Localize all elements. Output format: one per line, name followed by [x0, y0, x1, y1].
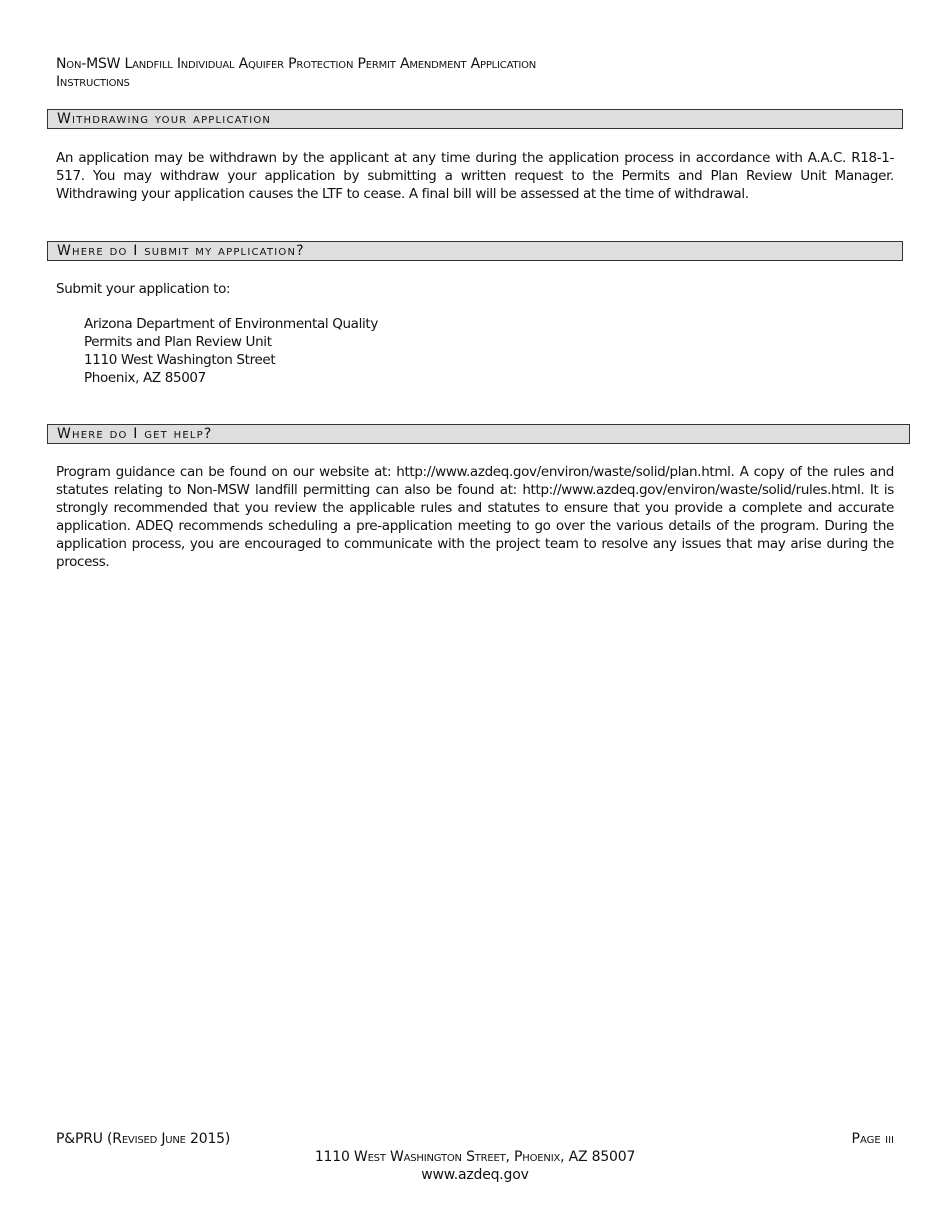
document-subtitle: Instructions	[56, 74, 130, 90]
withdrawing-paragraph: An application may be withdrawn by the applicant at any time during the application process in accordance with A.A.C. R18-1-517. You may withdraw your application by submitting a written request to the Permits and Plan Review Unit Manager. Withdrawing your application causes the LTF to cease. A final bill will be assessed at the time of withdrawal.	[56, 150, 894, 202]
document-header	[56, 55, 536, 91]
address-line: 1110 West Washington Street	[84, 352, 276, 368]
footer-website[interactable]: www.azdeq.gov	[421, 1167, 529, 1183]
section-heading-help	[47, 424, 910, 444]
address-line: Arizona Department of Environmental Quality	[84, 316, 378, 332]
address-line: Phoenix, AZ 85007	[84, 370, 206, 386]
mailing-address	[84, 315, 378, 387]
footer-revision: P&PRU (Revised June 2015)	[56, 1131, 231, 1147]
section-heading-text: Where do I submit my application?	[57, 243, 305, 259]
section-heading-text: Withdrawing your application	[57, 111, 272, 127]
help-paragraph: Program guidance can be found on our website at: http://www.azdeq.gov/environ/waste/solid/plan.html. A copy of the rules and statutes relating to Non-MSW landfill permitting can also be found at: http://www.azdeq.gov/environ/waste/solid/rules.html. It is strongly recommended that you review the applicable rules and statutes to ensure that you provide a complete and accurate application. ADEQ recommends scheduling a pre-application meeting to go over the various details of the program. During the application process, you are encouraged to communicate with the project team to resolve any issues that may arise during the process.	[56, 464, 894, 570]
document-title: Non-MSW Landfill Individual Aquifer Protection Permit Amendment Application	[56, 56, 537, 72]
address-line: Permits and Plan Review Unit	[84, 334, 272, 350]
submit-intro: Submit your application to:	[56, 281, 231, 297]
section-heading-withdrawing	[47, 109, 903, 129]
section-heading-submit	[47, 241, 903, 261]
footer-contact	[0, 1148, 950, 1184]
section-heading-text: Where do I get help?	[57, 426, 213, 442]
footer-page-number: Page iii	[851, 1131, 894, 1147]
footer-address: 1110 West Washington Street, Phoenix, AZ 85007	[314, 1149, 636, 1165]
